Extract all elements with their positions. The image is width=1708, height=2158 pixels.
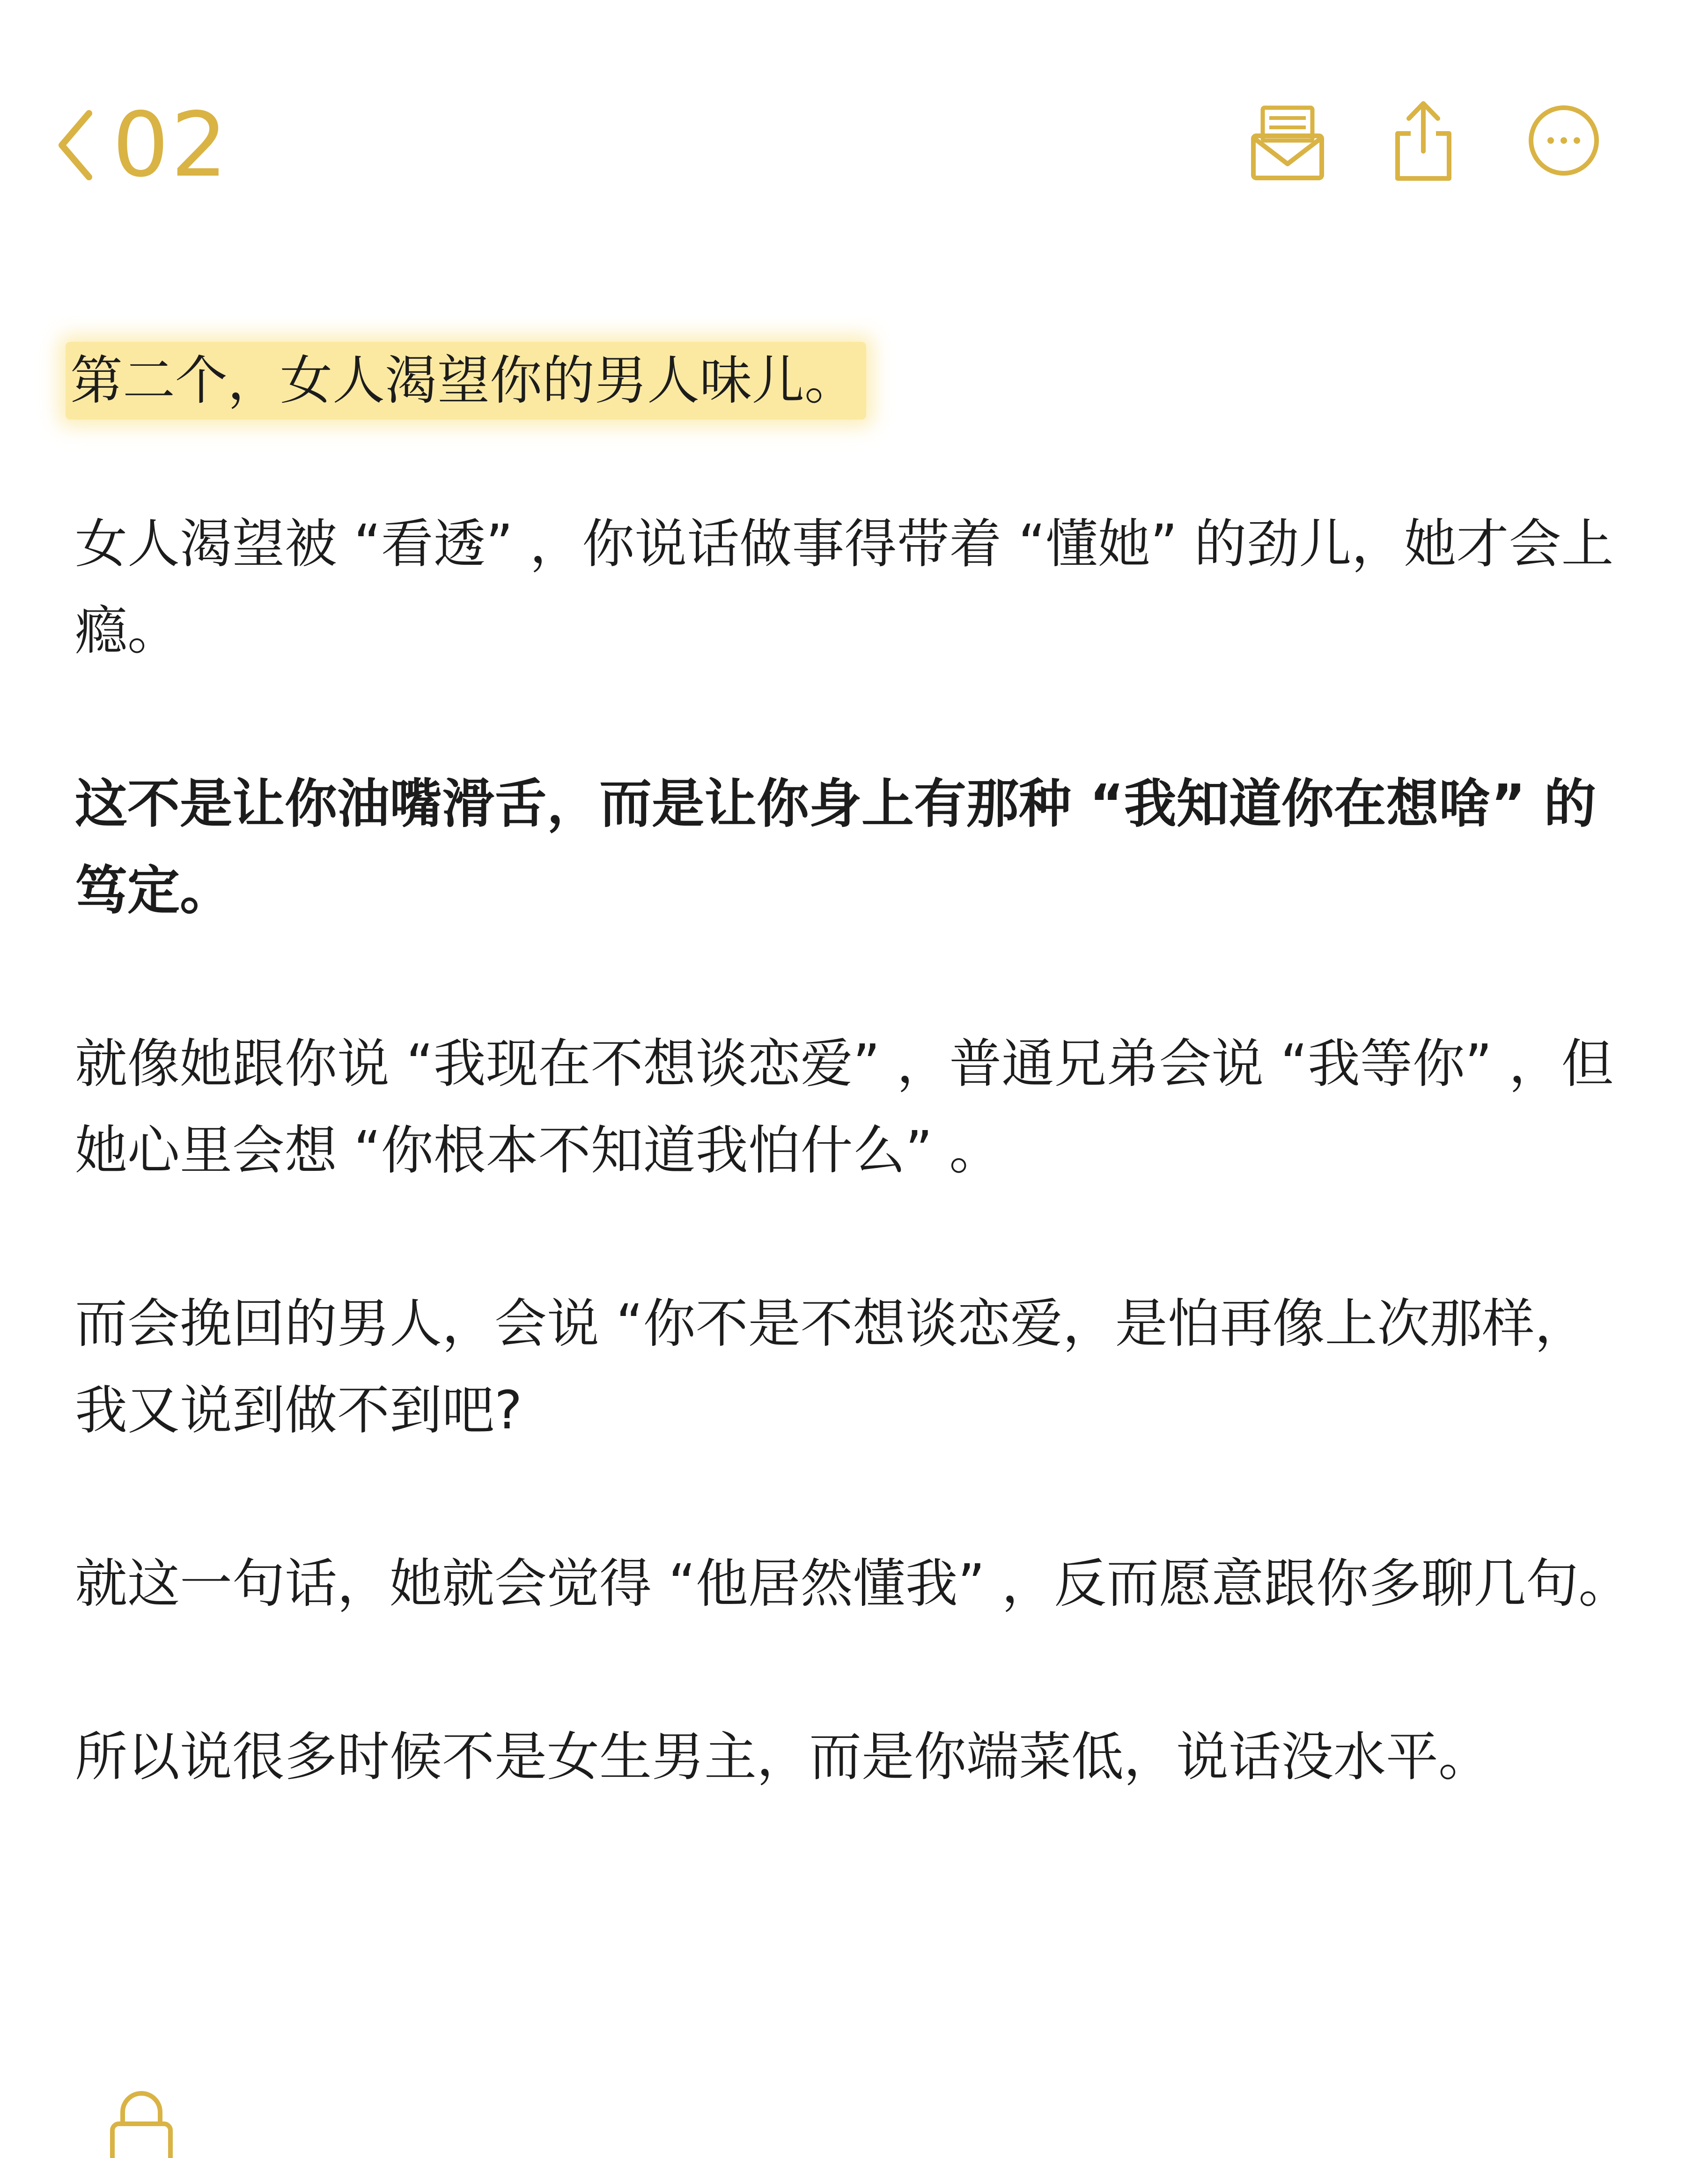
note-paragraph-bold: 这不是让你油嘴滑舌，而是让你身上有那种 “我知道你在想啥” 的笃定。 [75, 774, 1597, 921]
note-paragraph: 女人渴望被 “看透” ，你说话做事得带着 “懂她” 的劲儿，她才会上瘾。 [75, 514, 1614, 661]
more-icon [1526, 103, 1601, 178]
note-body[interactable] [70, 342, 1639, 1887]
inbox-icon [1248, 98, 1327, 183]
note-paragraph: 所以说很多时候不是女生男主，而是你端菜低，说话没水平。 [75, 1727, 1491, 1788]
note-heading-highlighted: 第二个，女人渴望你的男人味儿。 [66, 342, 866, 420]
more-button[interactable] [1517, 94, 1611, 187]
share-icon [1388, 96, 1458, 185]
lock-button[interactable] [104, 2086, 179, 2158]
lock-icon [104, 2086, 179, 2158]
back-button[interactable] [52, 93, 229, 197]
note-paragraph: 就这一句话，她就会觉得 “他居然懂我” ，反而愿意跟你多聊几句。 [75, 1553, 1631, 1614]
note-paragraph: 就像她跟你说 “我现在不想谈恋爱” ，普通兄弟会说 “我等你” ，但她心里会想 “你根本不知道我怕什么” 。 [75, 1034, 1614, 1181]
note-header [0, 0, 1708, 225]
chevron-left-icon [52, 108, 98, 183]
inbox-button[interactable] [1241, 94, 1334, 187]
note-folder-title: 02 [112, 93, 229, 197]
note-paragraph: 而会挽回的男人，会说 “你不是不想谈恋爱，是怕再像上次那样，我又说到做不到吧? [75, 1293, 1587, 1441]
share-button[interactable] [1377, 94, 1470, 187]
